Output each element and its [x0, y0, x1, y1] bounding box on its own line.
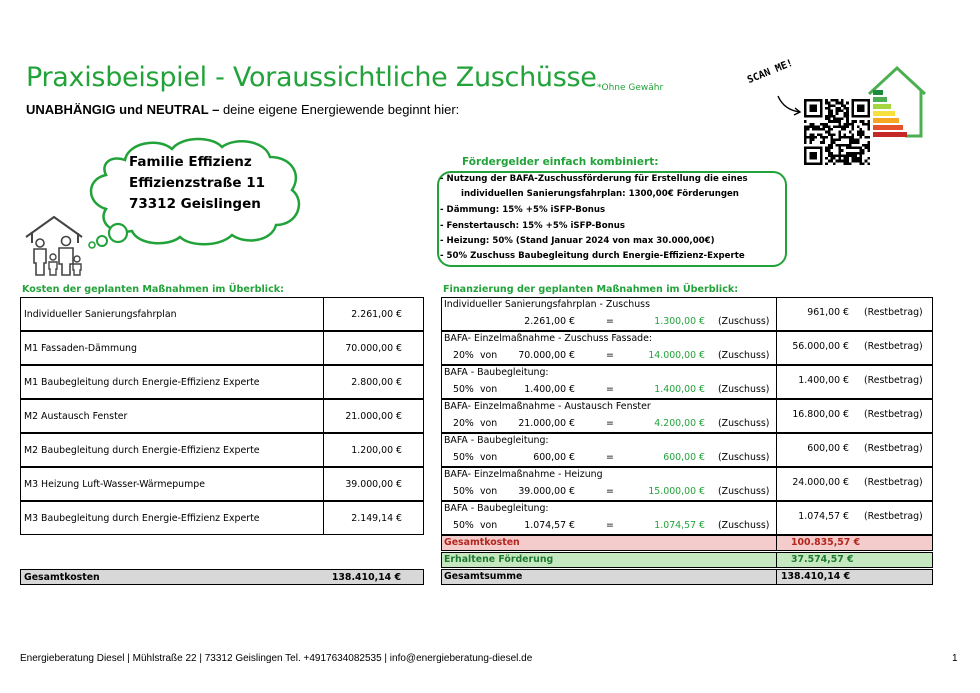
table-row: [441, 467, 933, 501]
subtitle-rest: deine eigene Energiewende beginnt hier:: [222, 102, 460, 117]
page-title: Praxisbeispiel - Voraussichtliche Zuschüsse: [26, 62, 597, 93]
funding-percent: 20%: [453, 350, 474, 361]
funding-rest-label: (Restbetrag): [864, 511, 923, 522]
funding-measure: BAFA- Einzelmaßnahme - Heizung: [444, 469, 603, 480]
funding-rest: 16.800,00 €: [792, 409, 849, 420]
funding-von: von: [480, 452, 498, 463]
promo-line: - Fenstertausch: 15% +5% iSFP-Bonus: [440, 221, 625, 231]
funding-zuschuss-label: (Zuschuss): [718, 452, 770, 463]
cost-value: 2.149,14 €: [351, 513, 402, 524]
cost-value: 1.200,00 €: [351, 445, 402, 456]
funding-rest-label: (Restbetrag): [864, 409, 923, 420]
funding-zuschuss-label: (Zuschuss): [718, 520, 770, 531]
costs-total-label: Gesamtkosten: [24, 572, 100, 583]
foerderung-label: Erhaltene Förderung: [444, 554, 554, 565]
cost-label: M1 Fassaden-Dämmung: [24, 343, 137, 354]
funding-von: von: [480, 350, 498, 361]
cost-value: 39.000,00 €: [345, 479, 402, 490]
table-row: [441, 331, 933, 365]
funding-von: von: [480, 520, 498, 531]
funding-equals: =: [606, 350, 614, 361]
costs-total-value: 138.410,14 €: [331, 572, 401, 583]
foerderung-row: [441, 552, 933, 568]
funding-rest: 1.400,00 €: [798, 375, 849, 386]
funding-zuschuss-label: (Zuschuss): [718, 418, 770, 429]
funding-percent: 50%: [453, 452, 474, 463]
promo-line: individuellen Sanierungsfahrplan: 1300,00€ Förderungen: [461, 189, 739, 199]
table-row: [20, 297, 424, 331]
table-row: [441, 501, 933, 535]
funding-amount: 600,00 €: [663, 452, 705, 463]
funding-measure: Individueller Sanierungsfahrplan - Zuschuss: [444, 299, 650, 310]
table-row: [441, 433, 933, 467]
family-house-icon: [24, 213, 86, 281]
funding-measure: BAFA - Baubegleitung:: [444, 435, 549, 446]
funding-amount: 4.200,00 €: [654, 418, 705, 429]
funding-rest: 961,00 €: [807, 307, 849, 318]
table-row: [20, 433, 424, 467]
funding-zuschuss-label: (Zuschuss): [718, 350, 770, 361]
funding-equals: =: [606, 316, 614, 327]
funding-equals: =: [606, 418, 614, 429]
promo-line: - Nutzung der BAFA-Zuschussförderung für Erstellung die eines: [440, 174, 748, 184]
subtitle-bold: UNABHÄNGIG und NEUTRAL –: [26, 102, 220, 117]
cost-value: 2.800,00 €: [351, 377, 402, 388]
foerderung-value: 37.574,57 €: [791, 554, 854, 565]
funding-measure: BAFA- Einzelmaßnahme - Zuschuss Fassade:: [444, 333, 653, 344]
funding-amount: 14.000,00 €: [648, 350, 705, 361]
funding-rest: 56.000,00 €: [792, 341, 849, 352]
funding-base: 1.074,57 €: [524, 520, 575, 531]
funding-von: von: [480, 486, 498, 497]
funding-amount: 1.300,00 €: [654, 316, 705, 327]
gesamtkosten-row: [441, 535, 933, 551]
funding-equals: =: [606, 384, 614, 395]
funding-percent: 50%: [453, 384, 474, 395]
funding-zuschuss-label: (Zuschuss): [718, 486, 770, 497]
table-row: [20, 399, 424, 433]
funding-base: 600,00 €: [533, 452, 575, 463]
promo-title: Fördergelder einfach kombiniert:: [462, 156, 659, 168]
cost-value: 2.261,00 €: [351, 309, 402, 320]
funding-zuschuss-label: (Zuschuss): [718, 316, 770, 327]
promo-line: - Heizung: 50% (Stand Januar 2024 von max 30.000,00€): [440, 236, 715, 246]
address-cloud: [80, 135, 310, 254]
gesamtsumme-value: 138.410,14 €: [781, 571, 851, 582]
funding-rest: 24.000,00 €: [792, 477, 849, 488]
cloud-icon: [80, 135, 310, 250]
family-city: 73312 Geislingen: [129, 196, 261, 212]
funding-amount: 1.074,57 €: [654, 520, 705, 531]
funding-measure: BAFA - Baubegleitung:: [444, 367, 549, 378]
costs-title: Kosten der geplanten Maßnahmen im Überblick:: [22, 284, 284, 295]
cost-label: M3 Heizung Luft-Wasser-Wärmepumpe: [24, 479, 205, 490]
family-street: Effizienzstraße 11: [129, 175, 265, 191]
funding-base: 21.000,00 €: [518, 418, 575, 429]
funding-zuschuss-label: (Zuschuss): [718, 384, 770, 395]
arrow-icon: [776, 94, 804, 120]
funding-amount: 1.400,00 €: [654, 384, 705, 395]
funding-base: 1.400,00 €: [524, 384, 575, 395]
gesamtsumme-row: [441, 569, 933, 585]
funding-equals: =: [606, 486, 614, 497]
funding-equals: =: [606, 520, 614, 531]
cost-label: M2 Baubegleitung durch Energie-Effizienz Experte: [24, 445, 260, 456]
promo-line: - 50% Zuschuss Baubegleitung durch Energie-Effizienz-Experte: [440, 251, 745, 261]
gesamtkosten-label: Gesamtkosten: [444, 537, 520, 548]
funding-measure: BAFA- Einzelmaßnahme - Austausch Fenster: [444, 401, 651, 412]
funding-percent: 50%: [453, 520, 474, 531]
subtitle: [26, 102, 459, 117]
funding-rest-label: (Restbetrag): [864, 443, 923, 454]
cost-value: 70.000,00 €: [345, 343, 402, 354]
funding-rest-label: (Restbetrag): [864, 341, 923, 352]
table-row: [20, 501, 424, 535]
qr-code[interactable]: [803, 99, 871, 169]
funding-rest-label: (Restbetrag): [864, 307, 923, 318]
family-name: Familie Effizienz: [129, 154, 252, 170]
funding-rest: 1.074,57 €: [798, 511, 849, 522]
funding-von: von: [480, 418, 498, 429]
cost-label: M1 Baubegleitung durch Energie-Effizienz Experte: [24, 377, 260, 388]
funding-base: 39.000,00 €: [518, 486, 575, 497]
funding-equals: =: [606, 452, 614, 463]
funding-rest-label: (Restbetrag): [864, 375, 923, 386]
table-row: [20, 331, 424, 365]
funding-percent: 50%: [453, 486, 474, 497]
table-row: [20, 467, 424, 501]
promo-line: - Dämmung: 15% +5% iSFP-Bonus: [440, 205, 606, 215]
table-row: [441, 399, 933, 433]
cost-value: 21.000,00 €: [345, 411, 402, 422]
page-number: 1: [952, 653, 958, 664]
funding-base: 2.261,00 €: [524, 316, 575, 327]
table-row: [441, 297, 933, 331]
gesamtsumme-label: Gesamtsumme: [444, 571, 523, 582]
cost-label: Individueller Sanierungsfahrplan: [24, 309, 177, 320]
gesamtkosten-value: 100.835,57 €: [791, 537, 861, 548]
table-row: [441, 365, 933, 399]
funding-base: 70.000,00 €: [518, 350, 575, 361]
disclaimer-note: *Ohne Gewähr: [597, 83, 664, 93]
scan-me-label: SCAN ME!: [745, 57, 795, 86]
funding-rest: 600,00 €: [807, 443, 849, 454]
funding-amount: 15.000,00 €: [648, 486, 705, 497]
funding-title: Finanzierung der geplanten Maßnahmen im Überblick:: [443, 284, 739, 295]
energy-efficiency-house-icon: [865, 64, 929, 142]
table-row: [20, 365, 424, 399]
footer-contact: Energieberatung Diesel | Mühlstraße 22 | 73312 Geislingen Tel. +4917634082535 | info@energieberatung-diesel.de: [20, 653, 533, 664]
funding-measure: BAFA - Baubegleitung:: [444, 503, 549, 514]
funding-von: von: [480, 384, 498, 395]
cost-label: M2 Austausch Fenster: [24, 411, 128, 422]
funding-rest-label: (Restbetrag): [864, 477, 923, 488]
cost-label: M3 Baubegleitung durch Energie-Effizienz Experte: [24, 513, 260, 524]
costs-total-row: [20, 569, 424, 585]
funding-percent: 20%: [453, 418, 474, 429]
